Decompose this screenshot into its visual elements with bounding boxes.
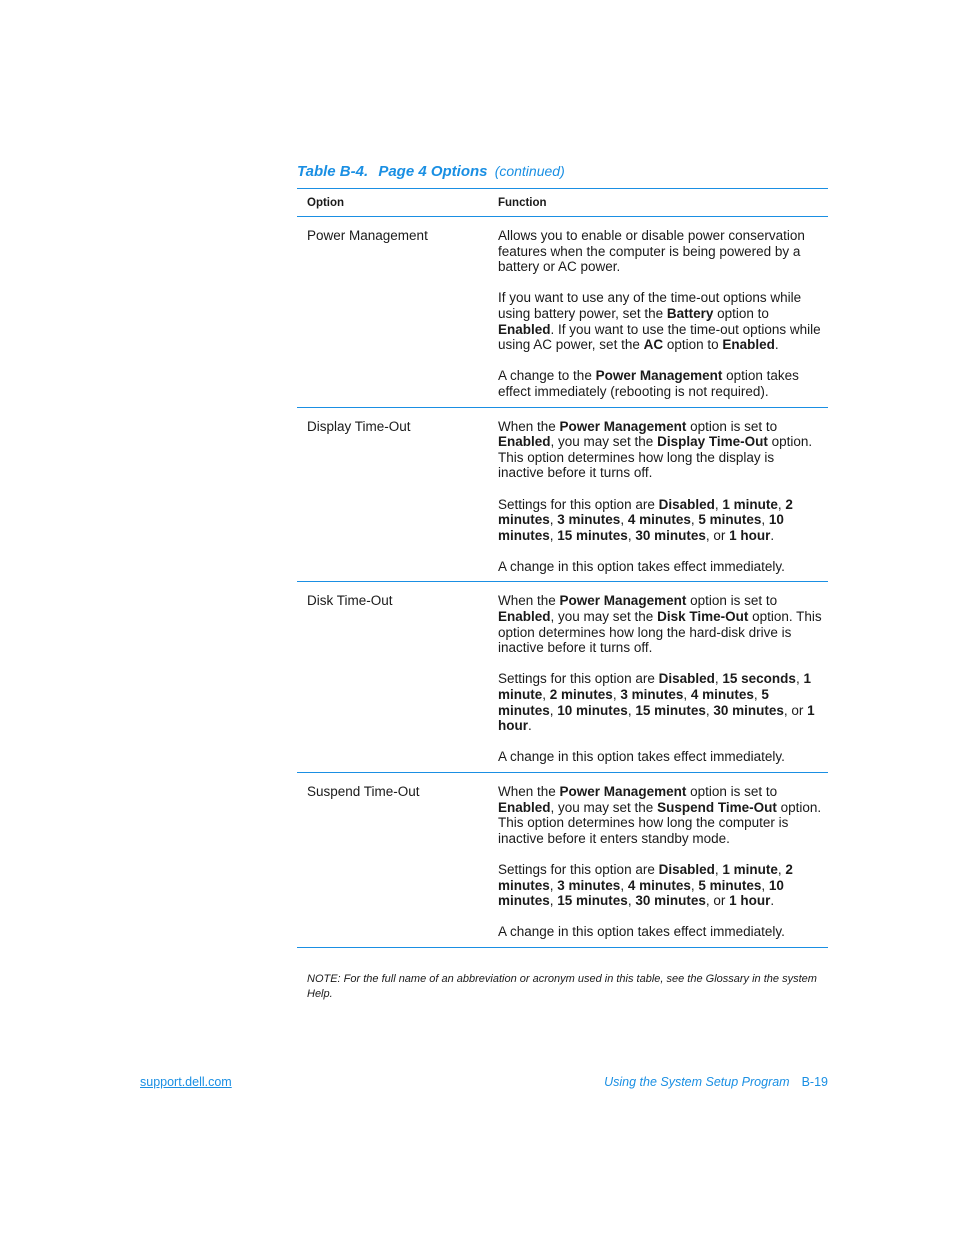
table-row <box>297 773 828 948</box>
page-number: B-19 <box>801 1075 828 1089</box>
options-table <box>297 188 828 948</box>
text-run: option. This option determines how long the hard-disk drive is inactive before it turns off. <box>498 609 822 656</box>
table-continued: (continued) <box>494 163 565 179</box>
text-run: Allows you to enable or disable power conservation features when the computer is being powered by a battery or AC power. <box>498 228 805 275</box>
text-run: A change in this option takes effect immediately. <box>498 749 785 765</box>
bold-term: Disabled <box>658 861 715 877</box>
text-run: , <box>753 687 762 703</box>
bold-term: 4 minutes <box>627 877 691 893</box>
bold-term: AC <box>643 337 664 353</box>
function-paragraph <box>498 749 822 765</box>
text-run: , <box>627 702 636 718</box>
text-run: option is set to <box>686 418 778 434</box>
text-run: , or <box>783 702 808 718</box>
text-run: , you may set the <box>550 799 658 815</box>
bold-term: 2 minutes <box>498 861 793 893</box>
text-run: . If you want to use the time-out options while using AC power, set the <box>498 321 821 353</box>
function-paragraph <box>498 862 822 909</box>
table-number: Table B-4. <box>297 163 369 180</box>
bold-term: 1 hour <box>729 893 771 909</box>
text-run: , <box>714 496 723 512</box>
bold-term: Battery <box>666 305 714 321</box>
option-name: Power Management <box>307 228 428 243</box>
text-run: , you may set the <box>550 609 658 625</box>
header-function: Function <box>498 196 547 209</box>
function-paragraph <box>498 784 822 846</box>
option-function <box>498 416 828 575</box>
text-run: When the <box>498 593 560 609</box>
text-run: , or <box>705 527 730 543</box>
text-run: , <box>542 687 550 703</box>
text-run: When the <box>498 784 560 799</box>
text-run: , <box>549 893 558 909</box>
text-run: , <box>705 702 714 718</box>
bold-term: 1 minute <box>722 496 778 512</box>
table-note: NOTE: For the full name of an abbreviation or acronym used in this table, see the Glossary in the system Help. <box>307 973 817 1000</box>
option-function <box>498 590 828 765</box>
bold-term: 30 minutes <box>635 527 706 543</box>
text-run: , <box>627 527 636 543</box>
text-run: , <box>683 687 691 703</box>
function-paragraph <box>498 368 822 399</box>
text-run: . <box>770 893 775 909</box>
function-paragraph <box>498 419 822 481</box>
table-row <box>297 582 828 773</box>
bold-term: Enabled <box>498 799 551 815</box>
text-run: option. This option determines how long the display is inactive before it turns off. <box>498 434 813 481</box>
text-run: option to <box>713 305 769 321</box>
table-caption <box>297 163 828 180</box>
text-run: option. This option determines how long the computer is inactive before it enters standby mode. <box>498 799 822 846</box>
table-row <box>297 408 828 583</box>
function-paragraph <box>498 228 822 275</box>
bold-term: 3 minutes <box>557 512 621 528</box>
bold-term: 30 minutes <box>713 702 784 718</box>
option-function <box>498 225 828 400</box>
text-run: A change in this option takes effect immediately. <box>498 924 785 940</box>
text-run: , <box>620 877 628 893</box>
bold-term: 3 minutes <box>557 877 621 893</box>
bold-term: 15 minutes <box>635 702 706 718</box>
text-run: option to <box>663 337 723 353</box>
bold-term: Power Management <box>559 593 687 609</box>
text-run: A change to the <box>498 368 596 384</box>
bold-term: 1 hour <box>729 527 771 543</box>
text-run: , <box>795 671 804 687</box>
text-run: , <box>714 671 723 687</box>
option-name: Suspend Time-Out <box>307 784 420 799</box>
footer-section-title: Using the System Setup Program <box>604 1075 790 1089</box>
bold-term: Enabled <box>498 609 551 625</box>
text-run: A change in this option takes effect immediately. <box>498 558 785 574</box>
text-run: option takes effect immediately (rebooting is not required). <box>498 368 799 399</box>
text-run: , <box>549 702 558 718</box>
bold-term: Enabled <box>498 321 551 337</box>
bold-term: 30 minutes <box>635 893 706 909</box>
text-run: . <box>528 718 532 734</box>
text-run: Settings for this option are <box>498 496 659 512</box>
text-run: , you may set the <box>550 434 658 450</box>
bold-term: Disabled <box>658 496 715 512</box>
function-paragraph <box>498 924 822 940</box>
bold-term: 10 minutes <box>498 512 784 543</box>
bold-term: 10 minutes <box>498 877 784 909</box>
bold-term: 15 seconds <box>722 671 796 687</box>
bold-term: 15 minutes <box>557 527 628 543</box>
text-run: , <box>714 861 723 877</box>
table-row <box>297 217 828 408</box>
bold-term: 15 minutes <box>557 893 628 909</box>
text-run: , <box>761 512 769 528</box>
table-header <box>297 189 828 217</box>
bold-term: 5 minutes <box>498 687 769 718</box>
text-run: Settings for this option are <box>498 861 659 877</box>
option-function <box>498 781 828 940</box>
text-run: option is set to <box>686 784 778 799</box>
bold-term: 4 minutes <box>690 687 754 703</box>
bold-term: Power Management <box>595 368 723 384</box>
bold-term: 10 minutes <box>557 702 628 718</box>
text-run: . <box>774 337 779 353</box>
option-name: Display Time-Out <box>307 418 411 434</box>
text-run: , <box>690 512 699 528</box>
bold-term: 1 minute <box>498 671 811 703</box>
text-run: , <box>690 877 699 893</box>
text-run: Settings for this option are <box>498 671 659 687</box>
text-run: , <box>549 512 558 528</box>
text-run: , <box>549 527 558 543</box>
option-name: Disk Time-Out <box>307 593 393 609</box>
bold-term: 5 minutes <box>698 877 762 893</box>
text-run: , <box>777 496 786 512</box>
bold-term: Enabled <box>498 434 551 450</box>
function-paragraph <box>498 671 822 733</box>
bold-term: Disk Time-Out <box>657 609 749 625</box>
function-paragraph <box>498 559 822 575</box>
bold-term: 2 minutes <box>498 496 793 528</box>
text-run: , <box>620 512 628 528</box>
function-paragraph <box>498 593 822 655</box>
text-run: If you want to use any of the time-out options while using battery power, set the <box>498 290 802 321</box>
text-run: , <box>612 687 621 703</box>
support-link[interactable]: support.dell.com <box>140 1075 232 1089</box>
function-paragraph <box>498 497 822 544</box>
bold-term: Disabled <box>658 671 715 687</box>
bold-term: 3 minutes <box>620 687 684 703</box>
text-run: , or <box>705 893 730 909</box>
bold-term: 1 minute <box>722 861 778 877</box>
bold-term: 4 minutes <box>627 512 691 528</box>
function-paragraph <box>498 290 822 352</box>
text-run: , <box>549 877 558 893</box>
bold-term: Display Time-Out <box>657 434 768 450</box>
table-body <box>297 217 828 948</box>
footer-section <box>604 1075 828 1089</box>
bold-term: Power Management <box>559 784 687 799</box>
table-title: Page 4 Options <box>378 163 488 180</box>
text-run: , <box>761 877 769 893</box>
text-run: , <box>627 893 636 909</box>
text-run: option is set to <box>686 593 778 609</box>
bold-term: Power Management <box>559 418 687 434</box>
text-run: . <box>770 527 775 543</box>
bold-term: 1 hour <box>498 702 815 734</box>
text-run: When the <box>498 418 560 434</box>
text-run: , <box>777 861 786 877</box>
bold-term: 5 minutes <box>698 512 762 528</box>
bold-term: 2 minutes <box>549 687 613 703</box>
bold-term: Suspend Time-Out <box>657 799 777 815</box>
header-option: Option <box>307 196 345 209</box>
bold-term: Enabled <box>722 337 775 353</box>
